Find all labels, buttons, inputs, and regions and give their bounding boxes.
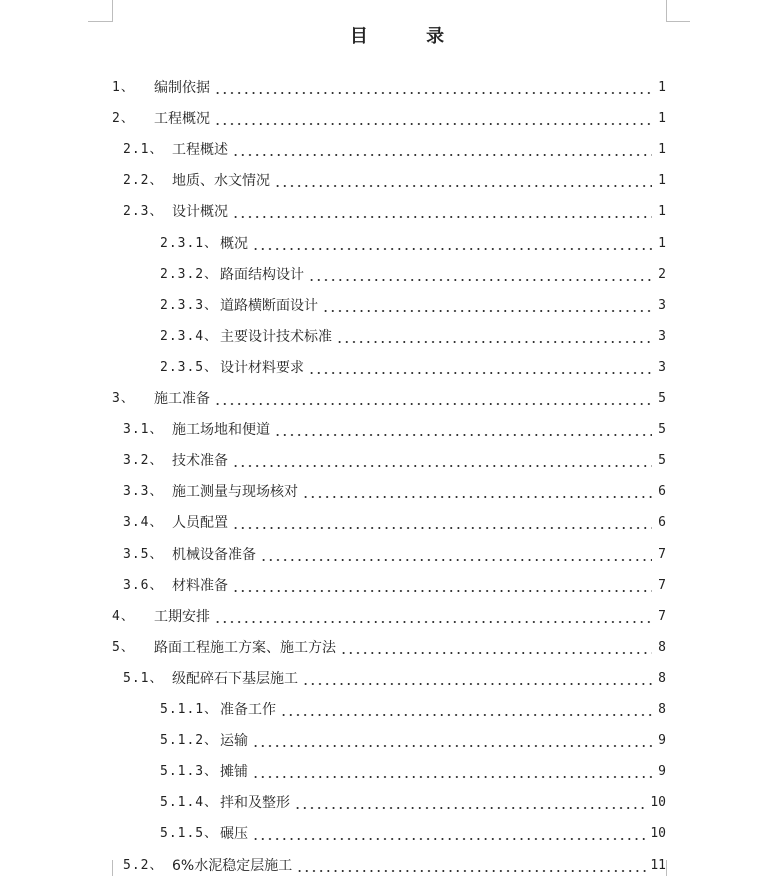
toc-entry-page-number: 8 <box>658 671 666 686</box>
toc-entry-number: 5.2、 <box>123 858 164 873</box>
toc-entry-title: 地质、水文情况 <box>172 173 270 189</box>
toc-entry-title: 材料准备 <box>172 578 228 594</box>
toc-entry-page-number: 7 <box>658 578 666 593</box>
toc-entry[interactable] <box>123 171 666 191</box>
toc-entry[interactable] <box>123 202 666 222</box>
toc-entry-title: 运输 <box>220 733 248 749</box>
toc-entry-title: 级配碎石下基层施工 <box>172 671 298 687</box>
toc-entry-number: 5.1.3、 <box>160 764 219 779</box>
toc-entry-page-number: 2 <box>658 267 666 282</box>
toc-entry[interactable] <box>123 420 666 440</box>
toc-dot-leader <box>232 465 652 467</box>
toc-entry-title: 道路横断面设计 <box>220 298 318 314</box>
toc-entry-title: 技术准备 <box>172 453 228 469</box>
toc-dot-leader <box>232 590 652 592</box>
toc-entry-page-number: 5 <box>658 391 666 406</box>
toc-dot-leader <box>308 279 652 281</box>
toc-entry[interactable] <box>160 793 666 813</box>
toc-entry-number: 3.5、 <box>123 547 164 562</box>
toc-entry-number: 2.3.5、 <box>160 360 219 375</box>
toc-entry-page-number: 10 <box>650 826 666 841</box>
toc-entry-page-number: 6 <box>658 515 666 530</box>
toc-entry[interactable] <box>160 762 666 782</box>
toc-entry[interactable] <box>112 389 666 409</box>
toc-entry-page-number: 9 <box>658 733 666 748</box>
toc-entry[interactable] <box>160 700 666 720</box>
toc-dot-leader <box>232 527 652 529</box>
toc-entry[interactable] <box>123 856 666 876</box>
toc-entry[interactable] <box>112 109 666 129</box>
toc-entry-title: 施工测量与现场核对 <box>172 484 298 500</box>
toc-entry-number: 2.1、 <box>123 142 164 157</box>
toc-entry[interactable] <box>160 296 666 316</box>
toc-entry-number: 2、 <box>112 111 135 126</box>
toc-entry[interactable] <box>112 607 666 627</box>
toc-entry-page-number: 7 <box>658 547 666 562</box>
toc-entry[interactable] <box>123 513 666 533</box>
toc-entry[interactable] <box>123 576 666 596</box>
toc-dot-leader <box>302 683 652 685</box>
toc-entry-page-number: 9 <box>658 764 666 779</box>
toc-entry-title: 设计概况 <box>172 204 228 220</box>
toc-entry-number: 1、 <box>112 80 135 95</box>
toc-entry-title: 碾压 <box>220 826 248 842</box>
toc-entry[interactable] <box>160 265 666 285</box>
toc-dot-leader <box>296 870 646 872</box>
toc-dot-leader <box>232 154 652 156</box>
toc-entry-title: 工程概述 <box>172 142 228 158</box>
toc-entry-title: 设计材料要求 <box>220 360 304 376</box>
toc-entry[interactable] <box>160 234 666 254</box>
page-title: 目 录 <box>349 26 471 47</box>
toc-entry-title: 路面工程施工方案、施工方法 <box>154 640 336 656</box>
toc-entry[interactable] <box>160 731 666 751</box>
toc-dot-leader <box>252 776 652 778</box>
toc-entry[interactable] <box>123 545 666 565</box>
toc-entry-page-number: 3 <box>658 329 666 344</box>
toc-entry-page-number: 8 <box>658 702 666 717</box>
toc-entry-number: 5.1.5、 <box>160 826 219 841</box>
toc-dot-leader <box>274 434 652 436</box>
toc-dot-leader <box>280 714 652 716</box>
toc-dot-leader <box>232 216 652 218</box>
toc-dot-leader <box>336 341 652 343</box>
toc-entry-number: 4、 <box>112 609 135 624</box>
toc-dot-leader <box>252 248 652 250</box>
toc-entry-number: 2.3.4、 <box>160 329 219 344</box>
toc-dot-leader <box>214 92 652 94</box>
toc-entry-title: 拌和及整形 <box>220 795 290 811</box>
toc-entry-page-number: 1 <box>658 236 666 251</box>
toc-entry-number: 5.1、 <box>123 671 164 686</box>
toc-entry-number: 5、 <box>112 640 135 655</box>
toc-dot-leader <box>214 621 652 623</box>
toc-dot-leader <box>308 372 652 374</box>
toc-dot-leader <box>252 745 652 747</box>
toc-entry[interactable] <box>160 824 666 844</box>
toc-entry-title: 准备工作 <box>220 702 276 718</box>
crop-mark <box>112 860 113 876</box>
toc-entry-number: 5.1.1、 <box>160 702 219 717</box>
crop-mark <box>112 0 113 22</box>
toc-entry-number: 3.2、 <box>123 453 164 468</box>
toc-entry-page-number: 7 <box>658 609 666 624</box>
toc-entry-page-number: 1 <box>658 173 666 188</box>
toc-dot-leader <box>252 838 646 840</box>
toc-entry[interactable] <box>112 78 666 98</box>
toc-entry-number: 2.3、 <box>123 204 164 219</box>
toc-entry-number: 3、 <box>112 391 135 406</box>
toc-entry-page-number: 10 <box>650 795 666 810</box>
crop-mark <box>666 0 667 22</box>
toc-entry-page-number: 3 <box>658 298 666 313</box>
toc-dot-leader <box>214 403 652 405</box>
toc-entry-title: 摊铺 <box>220 764 248 780</box>
toc-entry-title: 施工准备 <box>154 391 210 407</box>
toc-entry-title: 施工场地和便道 <box>172 422 270 438</box>
toc-dot-leader <box>214 123 652 125</box>
toc-entry-title: 路面结构设计 <box>220 267 304 283</box>
toc-entry[interactable] <box>123 451 666 471</box>
toc-entry-page-number: 6 <box>658 484 666 499</box>
toc-dot-leader <box>302 496 652 498</box>
toc-entry-page-number: 5 <box>658 453 666 468</box>
toc-entry[interactable] <box>123 482 666 502</box>
toc-entry-title: 机械设备准备 <box>172 547 256 563</box>
toc-entry-page-number: 1 <box>658 204 666 219</box>
toc-dot-leader <box>340 652 652 654</box>
toc-dot-leader <box>274 185 652 187</box>
toc-entry-number: 5.1.2、 <box>160 733 219 748</box>
toc-entry-number: 2.3.1、 <box>160 236 219 251</box>
toc-entry-title: 工程概况 <box>154 111 210 127</box>
toc-entry-number: 3.3、 <box>123 484 164 499</box>
toc-entry[interactable] <box>123 140 666 160</box>
toc-dot-leader <box>260 559 652 561</box>
toc-dot-leader <box>322 310 652 312</box>
toc-entry-number: 3.4、 <box>123 515 164 530</box>
toc-entry-number: 2.3.3、 <box>160 298 219 313</box>
toc-entry-page-number: 1 <box>658 80 666 95</box>
toc-entry[interactable] <box>160 358 666 378</box>
toc-entry-number: 5.1.4、 <box>160 795 219 810</box>
toc-entry-number: 3.6、 <box>123 578 164 593</box>
toc-entry-page-number: 8 <box>658 640 666 655</box>
toc-entry-title: 人员配置 <box>172 515 228 531</box>
toc-entry-title: 6%水泥稳定层施工 <box>172 858 293 874</box>
crop-mark <box>666 860 667 876</box>
toc-entry-page-number: 1 <box>658 142 666 157</box>
toc-entry-number: 2.2、 <box>123 173 164 188</box>
toc-entry-page-number: 5 <box>658 422 666 437</box>
toc-entry-number: 2.3.2、 <box>160 267 219 282</box>
toc-entry[interactable] <box>160 327 666 347</box>
toc-entry-page-number: 3 <box>658 360 666 375</box>
toc-entry-number: 3.1、 <box>123 422 164 437</box>
toc-entry-title: 工期安排 <box>154 609 210 625</box>
toc-entry-page-number: 1 <box>658 111 666 126</box>
toc-entry-title: 编制依据 <box>154 80 210 96</box>
toc-entry-page-number: 11 <box>650 858 666 873</box>
toc-entry[interactable] <box>123 669 666 689</box>
toc-entry-title: 概况 <box>220 236 248 252</box>
toc-entry-title: 主要设计技术标准 <box>220 329 332 345</box>
toc-entry[interactable] <box>112 638 666 658</box>
toc-dot-leader <box>294 807 646 809</box>
